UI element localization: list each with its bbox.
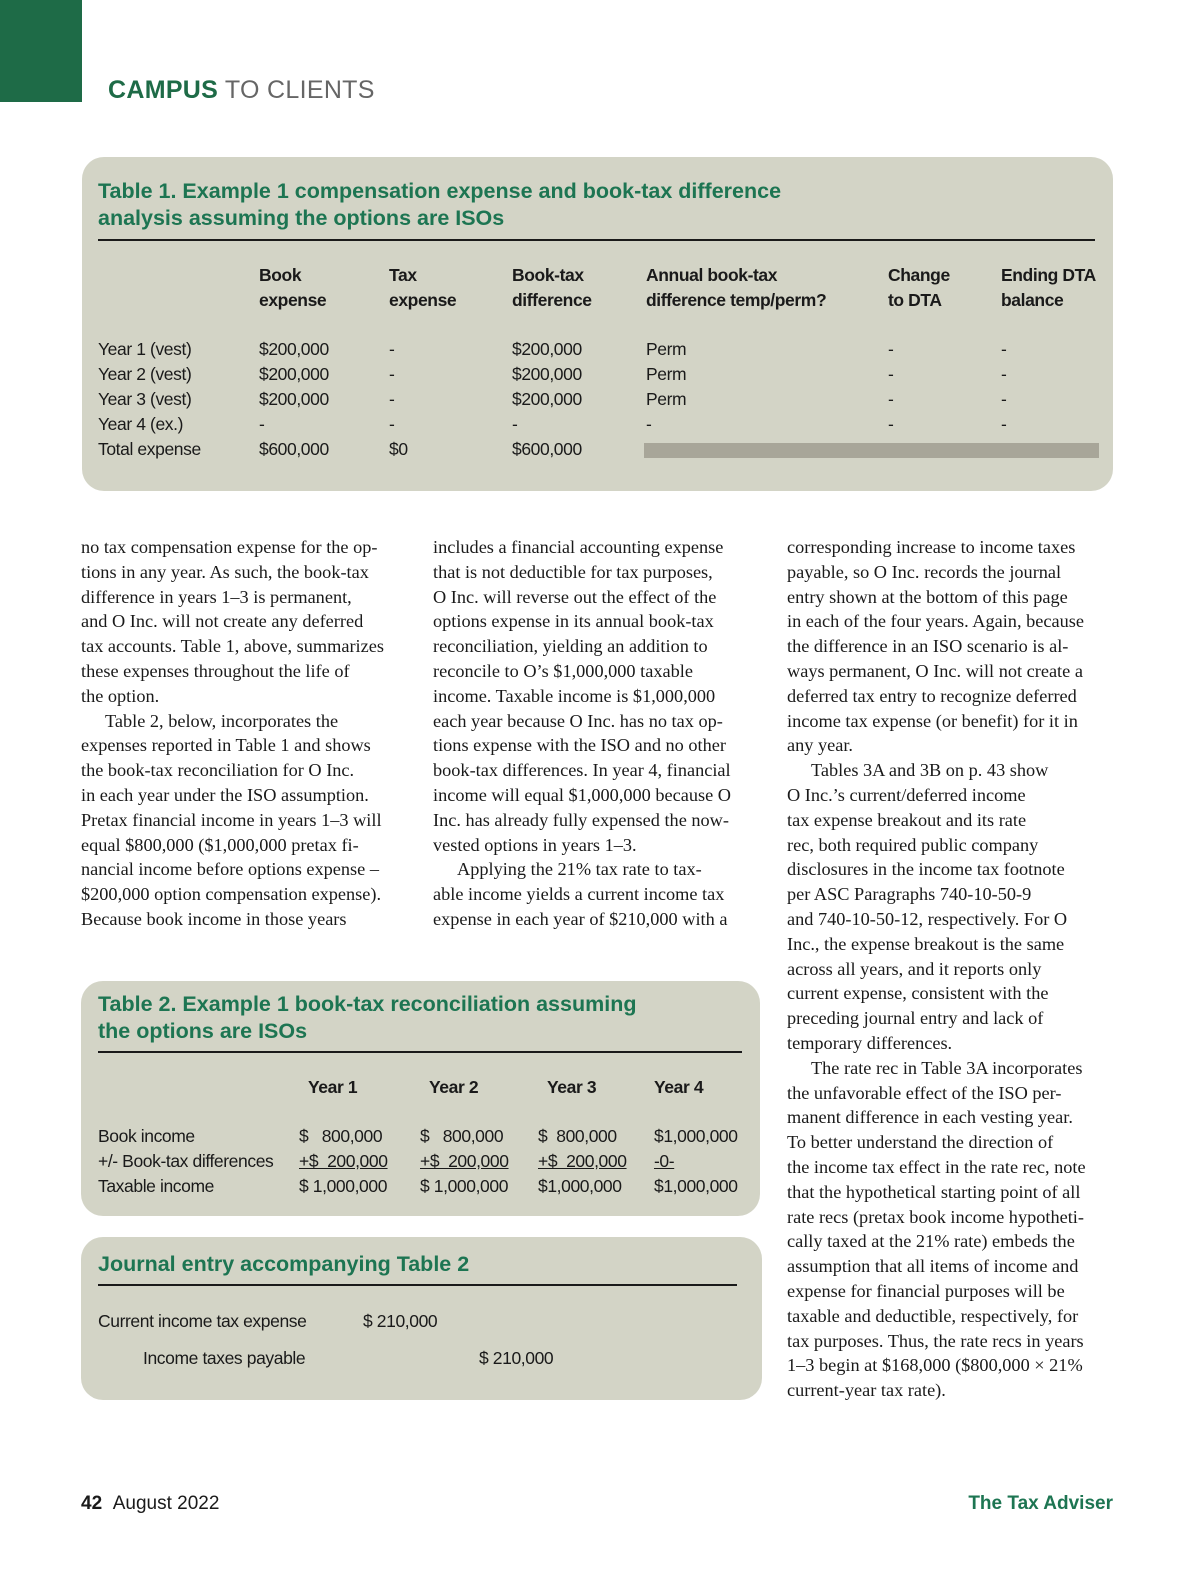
body-text-line: 1–3 begin at $168,000 ($800,000 × 21% <box>787 1355 1083 1376</box>
table1-cell: - <box>888 389 894 409</box>
table2-cell: $ 800,000 <box>299 1126 383 1146</box>
table1-cell: - <box>1001 339 1007 359</box>
table2-cell: $ 800,000 <box>538 1126 617 1146</box>
table2-cell: $1,000,000 <box>654 1176 738 1196</box>
table1-column-header <box>389 263 456 313</box>
journal-credit-label: Income taxes payable <box>143 1348 306 1368</box>
body-text-line: preceding journal entry and lack of <box>787 1008 1044 1029</box>
page-number: 42 <box>81 1493 103 1514</box>
table1-row-label: Year 3 (vest) <box>98 389 192 409</box>
table2-cell: +$ 200,000 <box>538 1151 627 1171</box>
journal-rule <box>98 1284 737 1286</box>
table2-cell: $1,000,000 <box>538 1176 622 1196</box>
table2-title <box>98 991 636 1045</box>
body-text-line: per ASC Paragraphs 740-10-50-9 <box>787 884 1032 905</box>
body-text-line: assumption that all items of income and <box>787 1256 1079 1277</box>
body-text-line: equal $800,000 ($1,000,000 pretax fi- <box>81 834 359 855</box>
table1-cell: - <box>259 414 265 434</box>
table1-header-line: expense <box>389 290 457 310</box>
body-text-line: vested options in years 1–3. <box>433 834 637 855</box>
section-label-rest: TO CLIENTS <box>218 76 375 104</box>
table1-cell: $200,000 <box>259 339 329 359</box>
body-text-line: To better understand the direction of <box>787 1132 1054 1153</box>
body-text-line: tax purposes. Thus, the rate recs in years <box>787 1330 1084 1351</box>
table1-header-line: difference <box>512 290 592 310</box>
table1-cell: - <box>888 364 894 384</box>
body-text-line: entry shown at the bottom of this page <box>787 586 1068 607</box>
table1-cell: $200,000 <box>512 389 582 409</box>
body-text-line: includes a financial accounting expense <box>433 537 724 557</box>
table2-column-header: Year 3 <box>547 1077 597 1097</box>
table1-header-line: Change <box>888 265 950 285</box>
body-text-line: manent difference in each vesting year. <box>787 1107 1073 1128</box>
journal-debit-label: Current income tax expense <box>98 1311 307 1331</box>
table1-cell: - <box>512 414 518 434</box>
body-text-line: reconciliation, yielding an addition to <box>433 636 708 657</box>
table1-cell: Perm <box>646 389 687 409</box>
body-text-line: nancial income before options expense – <box>81 859 379 880</box>
table2-cell: $ 1,000,000 <box>420 1176 509 1196</box>
body-text-line: reconcile to O’s $1,000,000 taxable <box>433 660 693 681</box>
body-text-line: current expense, consistent with the <box>787 983 1049 1004</box>
body-text-line: income. Taxable income is $1,000,000 <box>433 685 716 706</box>
table1-cell: - <box>1001 414 1007 434</box>
body-text-line: tax accounts. Table 1, above, summarizes <box>81 636 384 657</box>
table2-row-label: Book income <box>98 1126 195 1146</box>
body-text-line: The rate rec in Table 3A incorporates <box>811 1057 1083 1078</box>
body-text-line: income will equal $1,000,000 because O <box>433 784 732 805</box>
green-corner-block <box>0 0 82 102</box>
table1-row-label: Year 2 (vest) <box>98 364 192 384</box>
table2-cell: $ 800,000 <box>420 1126 504 1146</box>
table1-cell: $200,000 <box>259 389 329 409</box>
table2-column-header: Year 4 <box>654 1077 704 1097</box>
table2-rule <box>98 1051 742 1053</box>
body-text-line: options expense in its annual book-tax <box>433 611 714 632</box>
table1-rule <box>98 239 1095 241</box>
table1-cell: $600,000 <box>259 439 329 459</box>
table1-title <box>98 178 781 232</box>
body-text-line: Inc. has already fully expensed the now- <box>433 809 729 830</box>
table1-cell: Perm <box>646 364 687 384</box>
table1-cell: - <box>389 364 395 384</box>
body-text-line: expense in each year of $210,000 with a <box>433 908 728 929</box>
body-text-line: tax expense breakout and its rate <box>787 809 1027 830</box>
body-text-line: book-tax differences. In year 4, financial <box>433 760 731 781</box>
table1-cell: $0 <box>389 439 408 459</box>
body-text-line: across all years, and it reports only <box>787 958 1042 979</box>
table1-cell: $200,000 <box>259 364 329 384</box>
table1-cell: - <box>389 414 395 434</box>
table1-title-line: Table 1. Example 1 compensation expense and book-tax difference <box>98 179 782 203</box>
section-label <box>108 76 375 105</box>
table2-cell: +$ 200,000 <box>420 1151 509 1171</box>
body-text-line: Because book income in those years <box>81 908 347 929</box>
body-text-line: disclosures in the income tax footnote <box>787 859 1065 880</box>
body-text-line: that is not deductible for tax purposes, <box>433 561 713 582</box>
table1-header-line: to DTA <box>888 290 942 310</box>
text-column-left <box>81 535 421 932</box>
body-text-line: ways permanent, O Inc. will not create a <box>787 660 1083 681</box>
footer-left <box>81 1493 219 1515</box>
body-text-line: that the hypothetical starting point of all <box>787 1181 1081 1202</box>
table2-column-header: Year 2 <box>429 1077 479 1097</box>
table2-column-header: Year 1 <box>308 1077 358 1097</box>
table2-title-line: Table 2. Example 1 book-tax reconciliation assuming <box>98 992 637 1016</box>
body-text-line: Pretax financial income in years 1–3 will <box>81 809 382 830</box>
table1-cell: - <box>646 414 652 434</box>
table1-column-header <box>1001 263 1096 313</box>
table2-title-line: the options are ISOs <box>98 1019 308 1043</box>
body-text-line: Table 2, below, incorporates the <box>105 710 339 731</box>
body-text-line: the book-tax reconciliation for O Inc. <box>81 760 355 781</box>
table1-cell: $600,000 <box>512 439 582 459</box>
body-text-line: no tax compensation expense for the op- <box>81 537 378 557</box>
table1-column-header <box>512 263 592 313</box>
table1-cell: $200,000 <box>512 339 582 359</box>
text-column-right <box>787 535 1127 1403</box>
body-text-line: in each year under the ISO assumption. <box>81 784 369 805</box>
body-text-line: the unfavorable effect of the ISO per- <box>787 1082 1062 1103</box>
table2-cell: +$ 200,000 <box>299 1151 388 1171</box>
body-text-line: Inc., the expense breakout is the same <box>787 933 1065 954</box>
table1-cell: - <box>389 339 395 359</box>
body-text-line: the option. <box>81 685 160 706</box>
body-text-line: difference in years 1–3 is permanent, <box>81 586 352 607</box>
body-text-line: the difference in an ISO scenario is al- <box>787 636 1069 657</box>
table1-row-label: Year 4 (ex.) <box>98 414 184 434</box>
table1-cell: - <box>1001 364 1007 384</box>
body-text-line: each year because O Inc. has no tax op- <box>433 710 723 731</box>
table1-cell: - <box>888 339 894 359</box>
publication-name: The Tax Adviser <box>968 1493 1113 1514</box>
table1-cell: - <box>389 389 395 409</box>
issue-date: August 2022 <box>112 1493 220 1514</box>
table1-column-header <box>259 263 326 313</box>
body-text-line: tions expense with the ISO and no other <box>433 735 726 756</box>
journal-title: Journal entry accompanying Table 2 <box>98 1252 470 1276</box>
body-text-line: and 740-10-50-12, respectively. For O <box>787 908 1068 929</box>
body-text-line: current-year tax rate). <box>787 1380 946 1401</box>
table1-header-line: Tax <box>389 265 417 285</box>
body-text-line: deferred tax entry to recognize deferred <box>787 685 1077 706</box>
table1-cell: - <box>1001 389 1007 409</box>
table2-cell: $ 1,000,000 <box>299 1176 388 1196</box>
table1-title-line: analysis assuming the options are ISOs <box>98 206 505 230</box>
text-column-middle <box>433 535 773 932</box>
table1-row-label: Total expense <box>98 439 201 459</box>
body-text-line: expense for financial purposes will be <box>787 1280 1065 1301</box>
table1-shaded-bar <box>644 443 1099 458</box>
body-text-line: corresponding increase to income taxes <box>787 537 1076 557</box>
body-text-line: the income tax effect in the rate rec, note <box>787 1156 1086 1177</box>
table1-row-label: Year 1 (vest) <box>98 339 192 359</box>
body-text-line: O Inc.’s current/deferred income <box>787 784 1026 805</box>
body-text-line: $200,000 option compensation expense). <box>81 884 382 905</box>
table1-cell: $200,000 <box>512 364 582 384</box>
table1-header-line: Book-tax <box>512 265 584 285</box>
body-text-line: expenses reported in Table 1 and shows <box>81 735 371 756</box>
body-text-line: and O Inc. will not create any deferred <box>81 611 364 632</box>
table1-header-line: Annual book-tax <box>646 265 778 285</box>
body-text-line: income tax expense (or benefit) for it in <box>787 710 1078 731</box>
table1-column-header <box>888 263 950 313</box>
table2-cell: -0- <box>654 1151 675 1171</box>
body-text-line: O Inc. will reverse out the effect of the <box>433 586 717 607</box>
body-text-line: able income yields a current income tax <box>433 884 725 905</box>
table1-header-line: difference temp/perm? <box>646 290 827 310</box>
body-text-line: any year. <box>787 735 853 756</box>
body-text-line: Applying the 21% tax rate to tax- <box>457 859 702 880</box>
table1-header-line: balance <box>1001 290 1064 310</box>
table2-cell: $1,000,000 <box>654 1126 738 1146</box>
body-text-line: in each of the four years. Again, because <box>787 611 1084 632</box>
journal-debit-amount: $ 210,000 <box>363 1311 438 1331</box>
table1-column-header <box>646 263 826 313</box>
table1-header-line: Book <box>259 265 302 285</box>
table2-row-label: Taxable income <box>98 1176 214 1196</box>
body-text-line: cally taxed at the 21% rate) embeds the <box>787 1231 1075 1252</box>
journal-credit-amount: $ 210,000 <box>479 1348 554 1368</box>
table1-header-line: Ending DTA <box>1001 265 1096 285</box>
body-text-line: rate recs (pretax book income hypotheti- <box>787 1206 1084 1227</box>
body-text-line: these expenses throughout the life of <box>81 660 350 681</box>
body-text-line: taxable and deductible, respectively, for <box>787 1305 1079 1326</box>
body-text-line: rec, both required public company <box>787 834 1039 855</box>
body-text-line: tions in any year. As such, the book-tax <box>81 561 369 582</box>
table2-row-label: +/- Book-tax differences <box>98 1151 274 1171</box>
body-text-line: payable, so O Inc. records the journal <box>787 561 1062 582</box>
section-label-bold: CAMPUS <box>108 76 219 104</box>
table1-cell: - <box>888 414 894 434</box>
table1-cell: Perm <box>646 339 687 359</box>
body-text-line: temporary differences. <box>787 1032 953 1053</box>
body-text-line: Tables 3A and 3B on p. 43 show <box>811 760 1049 781</box>
table1-header-line: expense <box>259 290 327 310</box>
